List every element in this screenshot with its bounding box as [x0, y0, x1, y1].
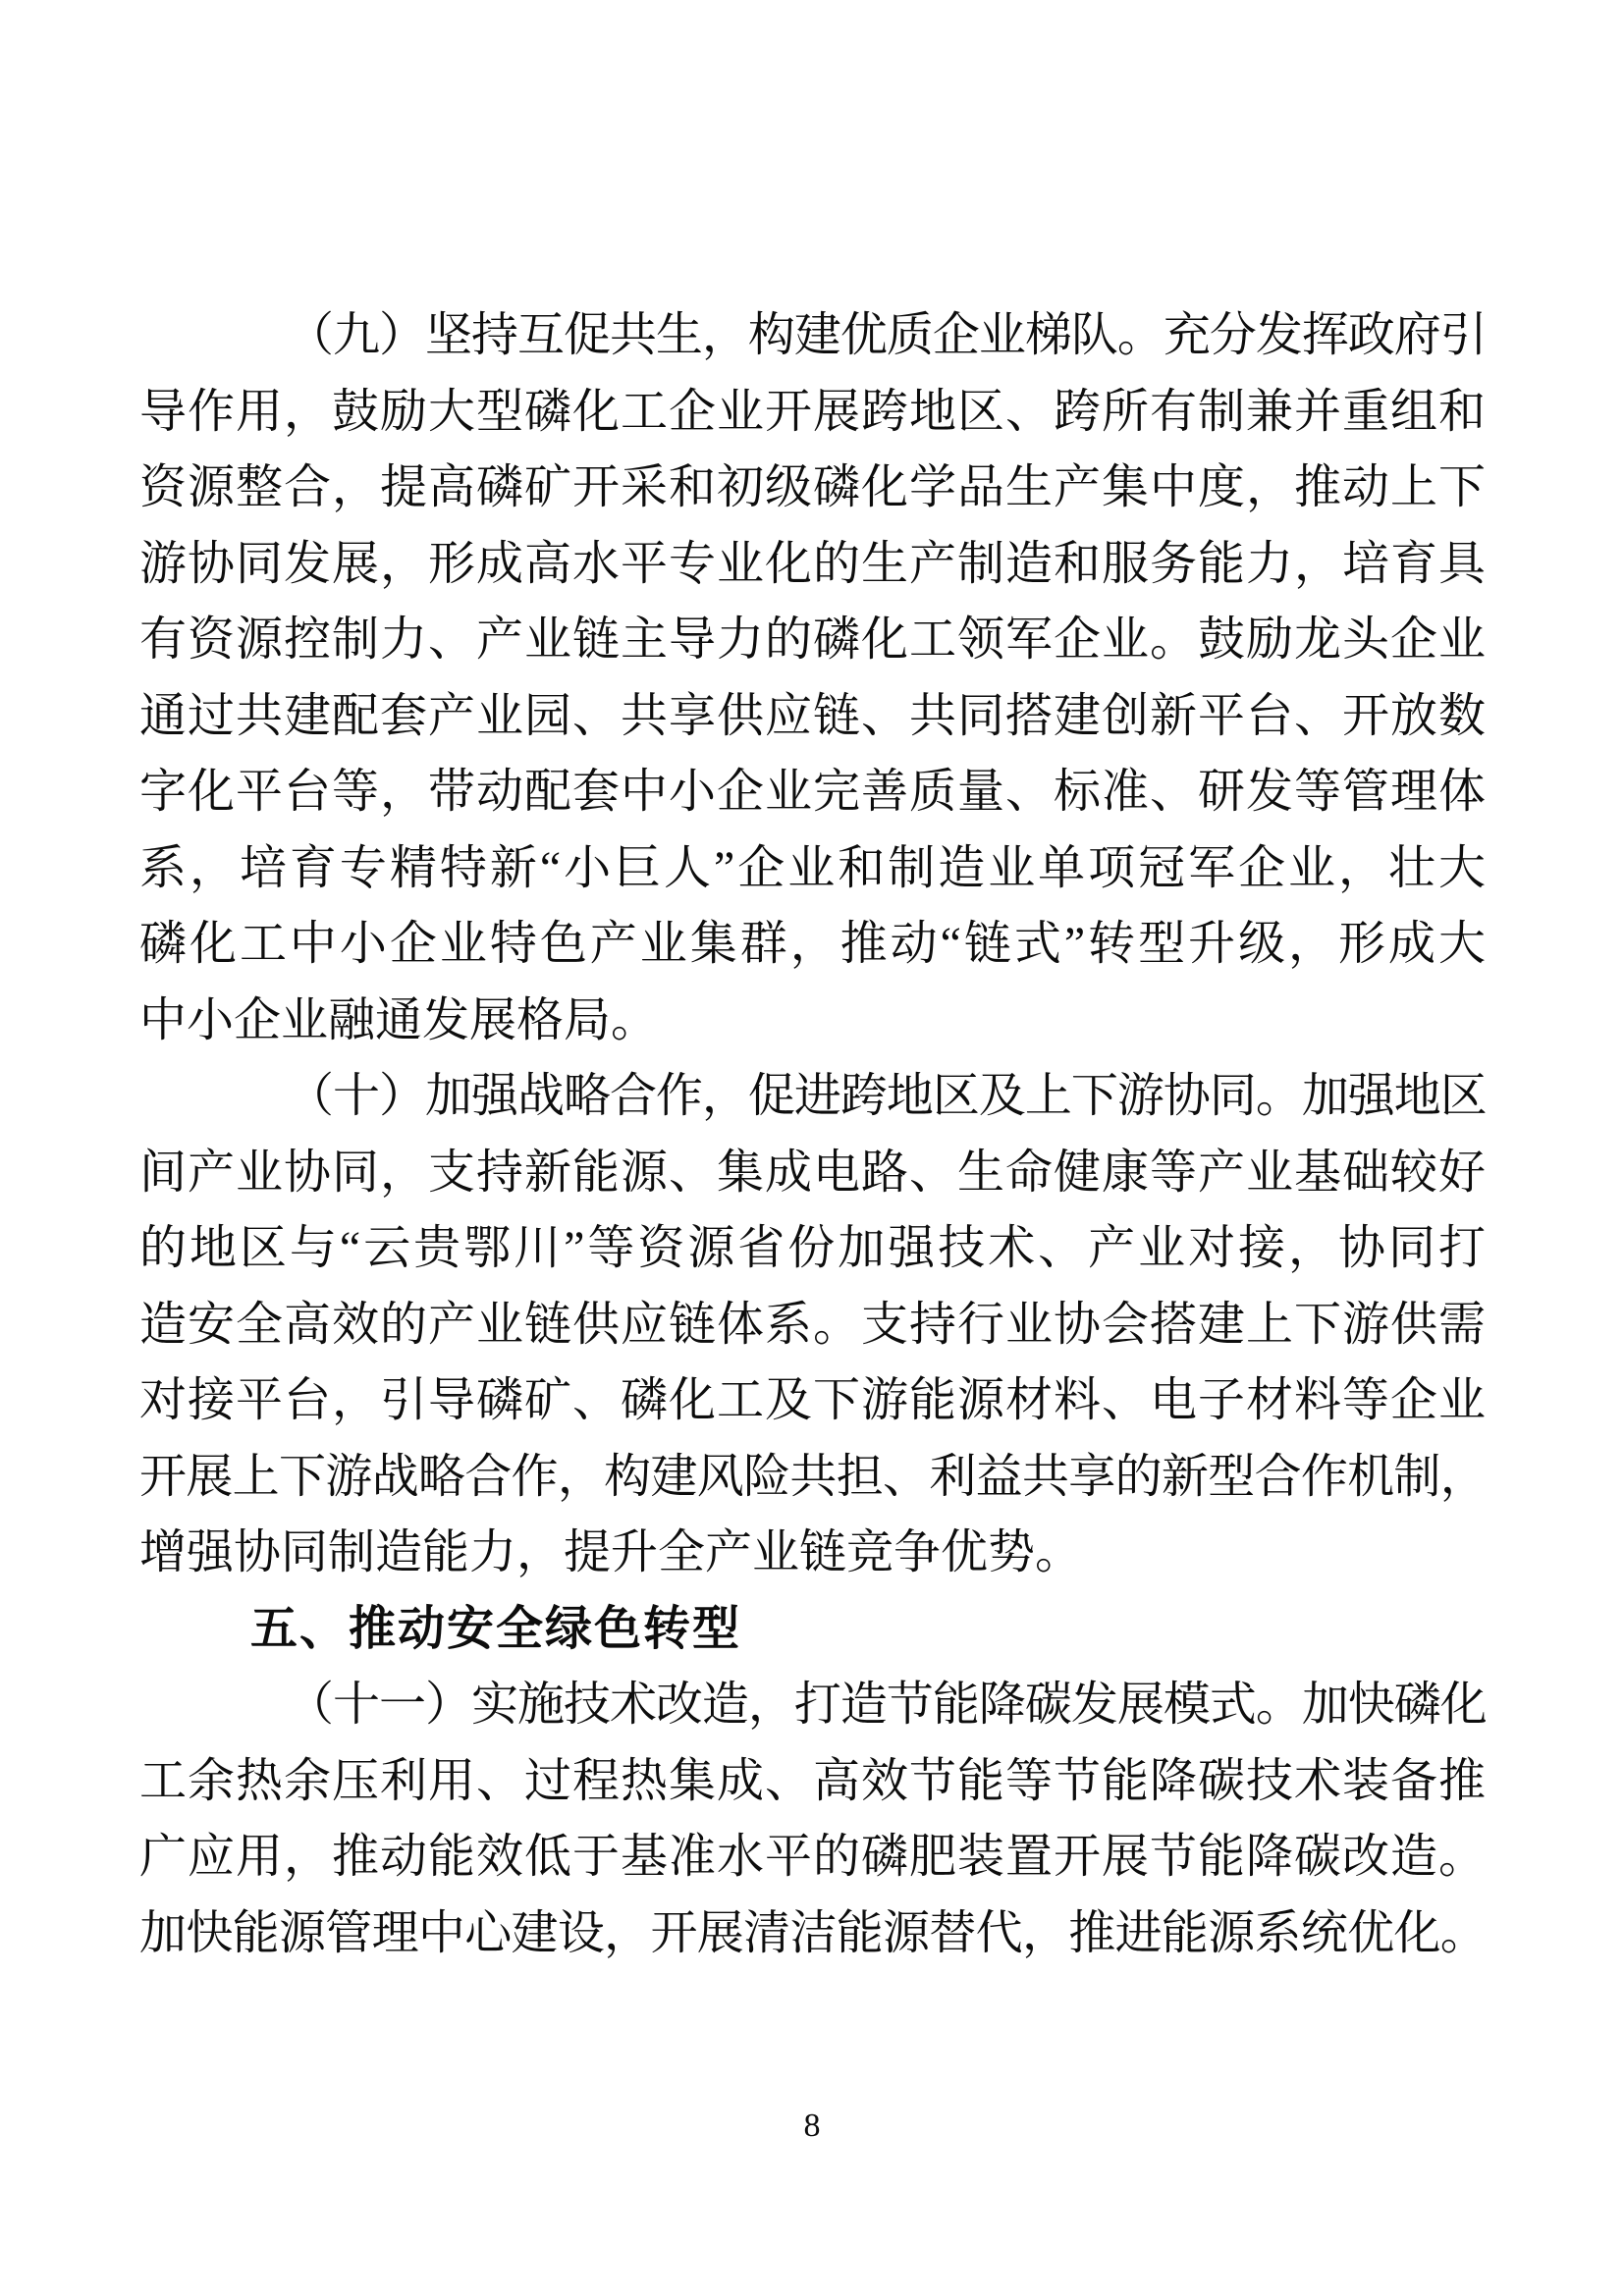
- text-line: [139, 1896, 1486, 1972]
- text-line: [139, 526, 1486, 603]
- line-text: 的地区与“云贵鄂川”等资源省份加强技术、产业对接，协同打: [139, 1222, 1486, 1274]
- line-text: 造安全高效的产业链供应链体系。支持行业协会搭建上下游供需: [139, 1298, 1486, 1351]
- paragraph-9-lead: （九）坚持互促共生，构建优质企业梯队。: [287, 309, 1164, 361]
- text-line: [139, 1819, 1486, 1896]
- text-line: [139, 374, 1486, 451]
- line-text: 游协同发展，形成高水平专业化的生产制造和服务能力，培育具: [139, 537, 1486, 590]
- line-text: 加快磷化: [1301, 1679, 1486, 1731]
- line-text: 加快能源管理中心建设，开展清洁能源替代，推进能源系统优化。: [139, 1906, 1486, 1959]
- line-text: 工余热余压利用、过程热集成、高效节能等节能降碳技术装备推: [139, 1754, 1486, 1807]
- line-text: 资源整合，提高磷矿开采和初级磷化学品生产集中度，推动上下: [139, 461, 1486, 513]
- text-line: [139, 678, 1486, 755]
- line-text: 中小企业融通发展格局。: [139, 993, 659, 1046]
- text-line: [139, 450, 1486, 526]
- line-text: 增强协同制造能力，提升全产业链竞争优势。: [139, 1526, 1083, 1578]
- text-line: [139, 1135, 1486, 1211]
- line-text: 间产业协同，支持新能源、集成电路、生命健康等产业基础较好: [139, 1146, 1486, 1199]
- text-line: [139, 1362, 1486, 1439]
- line-text: 导作用，鼓励大型磷化工企业开展跨地区、跨所有制兼并重组和: [139, 385, 1486, 438]
- line-text: 加强地区: [1301, 1070, 1486, 1122]
- paragraph-10-lead: （十）加强战略合作，促进跨地区及上下游协同。: [287, 1070, 1302, 1122]
- paragraph-11-line: [139, 1667, 1486, 1743]
- text-line: [139, 1210, 1486, 1287]
- line-text: 有资源控制力、产业链主导力的磷化工领军企业。鼓励龙头企业: [139, 614, 1486, 666]
- line-text: 对接平台，引导磷矿、磷化工及下游能源材料、电子材料等企业: [139, 1374, 1486, 1426]
- text-line: [139, 1743, 1486, 1820]
- line-text: 系，培育专精特新“小巨人”企业和制造业单项冠军企业，壮大: [139, 841, 1486, 894]
- text-line: [139, 1439, 1486, 1516]
- line-text: 开展上下游战略合作，构建风险共担、利益共享的新型合作机制，: [139, 1450, 1486, 1503]
- paragraph-9-line: [139, 297, 1486, 374]
- line-text: 广应用，推动能效低于基准水平的磷肥装置开展节能降碳改造。: [139, 1831, 1486, 1883]
- section-heading-5: [139, 1591, 1486, 1668]
- paragraph-9-last-line: [139, 983, 1486, 1059]
- line-text: 磷化工中小企业特色产业集群，推动“链式”转型升级，形成大: [139, 918, 1486, 970]
- line-text: 字化平台等，带动配套中小企业完善质量、标准、研发等管理体: [139, 766, 1486, 818]
- line-text: 充分发挥政府引: [1163, 309, 1486, 361]
- paragraph-11-lead: （十一）实施技术改造，打造节能降碳发展模式。: [287, 1679, 1302, 1731]
- section-heading-text: 五、推动安全绿色转型: [250, 1602, 742, 1655]
- paragraph-10-line: [139, 1058, 1486, 1135]
- text-line: [139, 1287, 1486, 1363]
- text-line: [139, 906, 1486, 983]
- text-line: [139, 830, 1486, 907]
- line-text: 通过共建配套产业园、共享供应链、共同搭建创新平台、开放数: [139, 689, 1486, 742]
- document-text-block: [139, 297, 1486, 1971]
- paragraph-10-last-line: [139, 1515, 1486, 1591]
- page-number: 8: [803, 2108, 821, 2144]
- text-line: [139, 754, 1486, 830]
- text-line: [139, 602, 1486, 678]
